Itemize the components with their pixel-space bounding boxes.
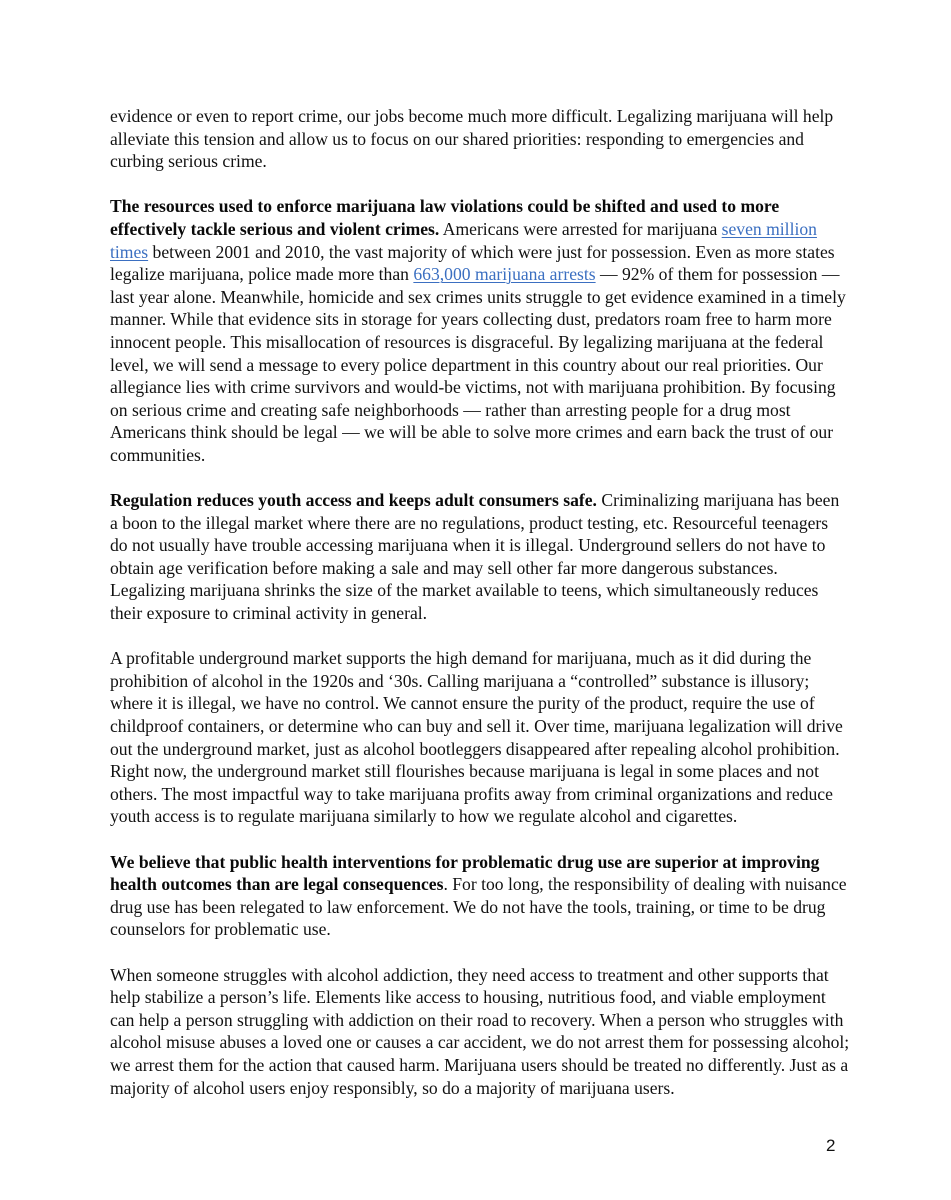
page-number: 2 [826, 1136, 836, 1155]
paragraph-resources [110, 195, 850, 466]
paragraph-underground-market [110, 647, 850, 828]
paragraph-lead: Regulation reduces youth access and keeps adult consumers safe. [110, 490, 597, 511]
link-marijuana-arrests[interactable]: 663,000 marijuana arrests [413, 264, 596, 285]
link-seven-million-times[interactable]: seven million times [110, 218, 817, 262]
paragraph-text: Americans were arrested for marijuana [439, 218, 722, 239]
paragraph-regulation [110, 489, 850, 625]
paragraph-lead: The resources used to enforce marijuana law violations could be shifted and used to more effectively tackle serious and violent crimes. [110, 196, 780, 239]
paragraph-lead: We believe that public health interventions for problematic drug use are superior at improving health outcomes than are legal consequences [110, 851, 820, 895]
paragraph-alcohol-comparison [110, 964, 850, 1100]
paragraph-text: When someone struggles with alcohol addiction, they need access to treatment and other supports that help stabilize a person’s life. Elements like access to housing, nutritious food, and viable employment can help a person struggling with addiction on their road to recovery. When a person who struggles with alcohol misuse abuses a loved one or causes a car accident, we do not arrest them for possessing alcohol; we arrest them for the action that caused harm. Marijuana users should be treated no differently. Just as a majority of alcohol users enjoy responsibly, so do a majority of marijuana users. [110, 964, 850, 1098]
body-text [110, 105, 850, 1122]
paragraph-continuation [110, 105, 850, 173]
paragraph-text: — 92% of them for possession — last year alone. Meanwhile, homicide and sex crimes units struggle to get evidence examined in a timely manner. While that evidence sits in storage for years collecting dust, predators roam free to harm more innocent people. This misallocation of resources is disgraceful. By legalizing marijuana at the federal level, we will send a message to every police department in this country about our real priorities. Our allegiance lies with crime survivors and would-be victims, not with marijuana prohibition. By focusing on serious crime and creating safe neighborhoods — rather than arresting people for a drug most Americans think should be legal — we will be able to solve more crimes and earn back the trust of our communities. [110, 264, 846, 465]
paragraph-text: A profitable underground market supports the high demand for marijuana, much as it did during the prohibition of alcohol in the 1920s and ‘30s. Calling marijuana a “controlled” substance is illusory; where it is illegal, we have no control. We cannot ensure the purity of the product, require the use of childproof containers, or determine who can buy and sell it. Over time, marijuana legalization will drive out the underground market, just as alcohol bootleggers disappeared after repealing alcohol prohibition. Right now, the underground market still flourishes because marijuana is legal in some places and not others. The most impactful way to take marijuana profits away from criminal organizations and reduce youth access is to regulate marijuana similarly to how we regulate alcohol and cigarettes. [110, 648, 843, 827]
paragraph-public-health [110, 851, 850, 941]
paragraph-text: Criminalizing marijuana has been a boon to the illegal market where there are no regulations, product testing, etc. Resourceful teenagers do not usually have trouble accessing marijuana when it is illegal. Underground sellers do not have to obtain age verification before making a sale and may sell other far more dangerous substances. Legalizing marijuana shrinks the size of the market available to teens, which simultaneously reduces their exposure to criminal activity in general. [110, 490, 840, 624]
paragraph-text: . For too long, the responsibility of dealing with nuisance drug use has been relegated to law enforcement. We do not have the tools, training, or time to be drug counselors for problematic use. [110, 874, 847, 940]
paragraph-text: between 2001 and 2010, the vast majority of which were just for possession. Even as more states legalize marijuana, police made more than [110, 241, 835, 285]
paragraph-text: evidence or even to report crime, our jobs become much more difficult. Legalizing marijuana will help alleviate this tension and allow us to focus on our shared priorities: responding to emergencies and curbing serious crime. [110, 106, 834, 172]
